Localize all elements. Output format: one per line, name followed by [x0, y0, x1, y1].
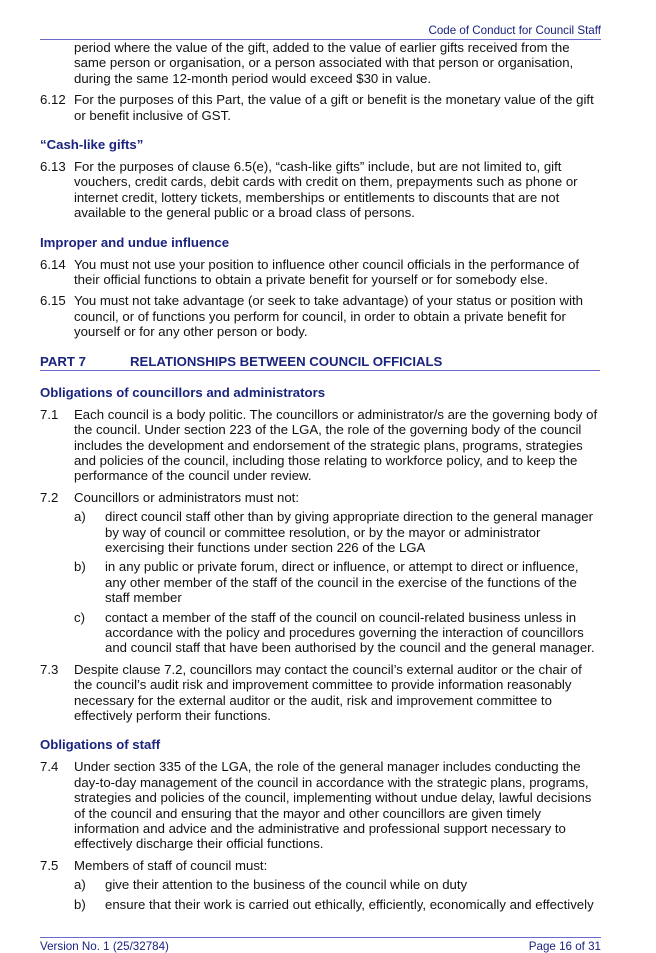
item-letter: a)	[74, 877, 86, 893]
list-item	[74, 610, 600, 656]
clause-text: You must not use your position to influence other council officials in the performance of their official functions to obtain a private benefit for yourself or for somebody else.	[74, 256, 580, 288]
clause-text: Councillors or administrators must not:	[74, 489, 299, 505]
version-number: Version No. 1 (25/32784)	[40, 940, 169, 953]
part-number: PART 7	[40, 353, 86, 369]
item-text: give their attention to the business of the council while on duty	[105, 877, 468, 893]
clause-number: 7.4	[40, 759, 59, 775]
clause-number: 6.14	[40, 256, 66, 272]
clause-7-2	[40, 490, 600, 505]
clause-number: 7.5	[40, 857, 59, 873]
clause-number: 7.1	[40, 406, 59, 422]
heading-obligations-staff: Obligations of staff	[40, 737, 161, 753]
item-text: in any public or private forum, direct or influence, or attempt to direct or influence, any other member of the staff of the council in the exercise of the functions of the staff member	[105, 559, 579, 606]
page-number: Page 16 of 31	[528, 940, 601, 953]
clause-7-5-items	[40, 877, 600, 912]
part-7-heading	[40, 354, 600, 371]
clause-text: Each council is a body politic. The councillors or administrator/s are the governing body of the council. Under section 223 of the LGA, the role of the governing body of the council includes the development and endorsement of the strategic plans, programs, strategies and policies of the council, including those relating to workforce policy, and to keep the performance of the council under review.	[74, 406, 598, 484]
item-letter: c)	[74, 609, 85, 625]
clause-6-15	[40, 293, 600, 339]
item-text: contact a member of the staff of the council on council-related business unless in accordance with the policy and procedures governing the interaction of councillors and council staff that have been authorised by the council and the general manager.	[105, 609, 595, 656]
clause-number: 7.3	[40, 661, 59, 677]
heading-improper-influence: Improper and undue influence	[40, 234, 230, 250]
item-letter: b)	[74, 896, 86, 912]
list-item	[74, 897, 600, 912]
clause-7-3	[40, 662, 600, 724]
clause-7-2-items	[40, 509, 600, 656]
clause-text: For the purposes of this Part, the value of a gift or benefit is the monetary value of the gift or benefit inclusive of GST.	[74, 92, 594, 123]
clause-7-1	[40, 407, 600, 484]
item-letter: a)	[74, 509, 86, 525]
item-text: direct council staff other than by giving appropriate direction to the general manager by way of council or committee resolution, or by the mayor or administrator exercising their functions under section 226 of the LGA	[105, 509, 593, 555]
clause-text: For the purposes of clause 6.5(e), “cash-like gifts” include, but are not limited to, gift vouchers, credit cards, debit cards with credit on them, prepayments such as phone or internet credit, lottery tickets, memberships or entitlements to discounts that are not available to the general public or a broad class of persons.	[74, 159, 578, 221]
clause-7-5	[40, 858, 600, 873]
item-letter: b)	[74, 559, 86, 575]
clause-number: 7.2	[40, 489, 59, 505]
page-footer	[40, 937, 601, 953]
clause-7-4	[40, 759, 600, 851]
heading-cash-like-gifts: “Cash-like gifts”	[40, 137, 144, 153]
heading-obligations-councillors: Obligations of councillors and administrators	[40, 384, 326, 400]
clause-6-12	[40, 92, 600, 123]
clause-text: Despite clause 7.2, councillors may contact the council’s external auditor or the chair of the council’s audit risk and improvement committee to provide information reasonably necessary for the external auditor or the audit, risk and improvement committee to effectively perform their functions.	[74, 661, 582, 723]
clause-number: 6.12	[40, 92, 66, 108]
page-content	[40, 40, 600, 918]
clause-text: You must not take advantage (or seek to take advantage) of your status or position with council, or of functions you perform for council, in order to obtain a private benefit for yourself or for any other person or body.	[74, 293, 583, 340]
continuation-paragraph: period where the value of the gift, added to the value of earlier gifts received from the same person or organisation, or a person associated with that person or organisation, during the same 12-month period would exceed $30 in value.	[74, 40, 574, 86]
list-item	[74, 509, 600, 555]
clause-number: 6.15	[40, 293, 66, 309]
list-item	[74, 559, 600, 605]
page-header	[40, 24, 601, 40]
document-title: Code of Conduct for Council Staff	[428, 24, 601, 37]
clause-text: Members of staff of council must:	[74, 857, 268, 873]
clause-text: Under section 335 of the LGA, the role of the general manager includes conducting the day-to-day management of the council in accordance with the strategic plans, programs, strategies and policies of the council, implementing without undue delay, lawful decisions of the council and ensuring that the mayor and other councillors are given timely information and advice and the administrative and professional support necessary to effectively discharge their official functions.	[74, 759, 592, 852]
clause-number: 6.13	[40, 159, 66, 175]
part-title: RELATIONSHIPS BETWEEN COUNCIL OFFICIALS	[130, 353, 443, 369]
clause-6-14	[40, 257, 600, 288]
item-text: ensure that their work is carried out ethically, efficiently, economically and effectively	[105, 896, 594, 912]
list-item	[74, 877, 600, 892]
clause-6-13	[40, 159, 600, 221]
